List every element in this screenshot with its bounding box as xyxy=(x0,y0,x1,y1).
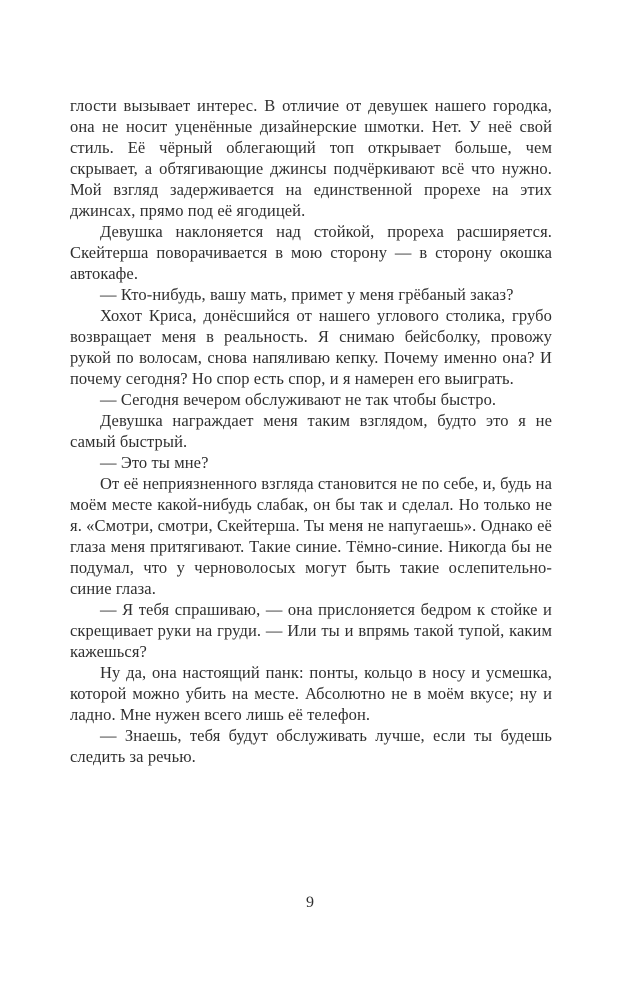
paragraph: Девушка наклоняется над стойкой, прореха расширяется. Скейтерша поворачивается в мою сторону — в сторону окошка автокафе. xyxy=(70,222,552,283)
paragraph: От её неприязненного взгляда становится не по себе, и, будь на моём месте какой-нибудь слабак, он бы так и сделал. Но только не я. «Смотри, смотри, Скейтерша. Ты меня не напугаешь». Однако её глаза меня притягивают. Такие синие. Тёмно-синие. Никогда бы не подумал, что у черноволосых могут быть такие ослепительно-синие глаза. xyxy=(70,474,552,598)
paragraph-dialogue: — Сегодня вечером обслуживают не так чтобы быстро. xyxy=(100,390,497,409)
paragraph-dialogue: — Я тебя спрашиваю, — она прислоняется бедром к стойке и скрещивает руки на груди. — Или ты и впрямь такой тупой, каким кажешься? xyxy=(70,600,552,661)
paragraph-dialogue: — Знаешь, тебя будут обслуживать лучше, если ты будешь следить за речью. xyxy=(70,726,552,766)
paragraph-dialogue: — Это ты мне? xyxy=(100,453,209,472)
paragraph: Девушка награждает меня таким взглядом, будто это я не самый быстрый. xyxy=(70,411,552,451)
paragraph-continuation: глости вызывает интерес. В отличие от девушек нашего городка, она не носит уценённые дизайнерские шмотки. Нет. У неё свой стиль. Её чёрный облегающий топ открывает больше, чем скрывает, а обтягивающие джинсы подчёркивают всё что нужно. Мой взгляд задерживается на единственной прорехе на этих джинсах, прямо под её ягодицей. xyxy=(70,96,552,220)
page-number: 9 xyxy=(306,894,314,911)
paragraph-dialogue: — Кто-нибудь, вашу мать, примет у меня грёбаный заказ? xyxy=(100,285,514,304)
paragraph: Хохот Криса, донёсшийся от нашего углового столика, грубо возвращает меня в реальность. Я снимаю бейсболку, провожу рукой по волосам, снова напяливаю кепку. Почему именно она? И почему сегодня? Но спор есть спор, и я намерен его выиграть. xyxy=(70,306,552,388)
page-text xyxy=(70,95,552,767)
paragraph: Ну да, она настоящий панк: понты, кольцо в носу и усмешка, которой можно убить на месте. Абсолютно не в моём вкусе; ну и ладно. Мне нужен всего лишь её телефон. xyxy=(70,663,552,724)
